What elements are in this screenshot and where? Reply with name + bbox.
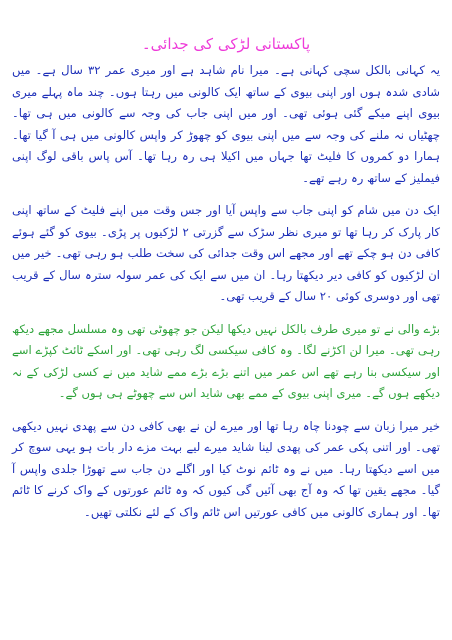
story-paragraph-4: خیر میرا زبان سے چودنا چاہ رہا تھا اور میرے لن نے بھی کافی دن سے پھدی نہیں دیکھی تھی۔ اور اتنی پکی عمر کی پھدی لینا شاید میرے لیے بہت مزے دار بات ہو یہی سوچ کر میں اسے دیکھتا رہا۔ میں نے وہ ٹائم نوٹ کیا اور اگلے دن جاب سے تھوڑا جلدی واپس آ گیا۔ مجھے یقین تھا کہ وہ آج بھی آئیں گی کیوں کہ وہ ٹائم عورتوں کے واک کرنے کا ٹائم تھا۔ اور ہماری کالونی میں کافی عورتیں اس ٹائم واک کے لئے نکلتی تھیں۔ — [12, 418, 440, 519]
story-paragraph-2: ایک دن میں شام کو اپنی جاب سے واپس آیا اور جس وقت میں اپنے فلیٹ کے ساتھ اپنی کار پارک کر رہا تھا تو میری نظر سڑک سے گزرتی ۲ لڑکیوں پر پڑی۔ بیوی کو گئے ہوئے کافی دن ہو چکے تھے اور مجھے اس وقت جدائی کی سخت طلب ہو رہی تھی۔ خیر میں ان لڑکیوں کو کافی دیر دیکھتا رہا۔ ان میں سے ایک کی عمر سولہ سترہ سال کے قریب تھی اور دوسری کوئی ۲۰ سال کے قریب تھی۔ — [12, 203, 440, 303]
story-title: پاکستانی لڑکی کی جدائی۔ — [141, 35, 311, 53]
story-paragraph-3: بڑے والی نے تو میری طرف بالکل نہیں دیکھا لیکن جو چھوٹی تھی وہ مسلسل مجھے دیکھ رہی تھی۔ میرا لن اکڑنے لگا۔ وہ کافی سیکسی لگ رہی تھی۔ اور اسکے ٹائٹ کپڑے اسے اور سیکسی بنا رہے تھے اس عمر میں اتنے بڑے بڑے ممے شاید میں نے کسی لڑکی کے نہ دیکھے ہوں گے۔ میری اپنی بیوی کے ممے بھی شاید اس سے چھوٹے ہی ہوں گے۔ — [12, 321, 440, 400]
story-paragraph-1: یہ کہانی بالکل سچی کہانی ہے۔ میرا نام شاہد ہے اور میری عمر ۳۲ سال ہے۔ میں شادی شدہ ہوں اور اپنی بیوی کے ساتھ ایک کالونی میں رہتا ہوں۔ چند ماہ پہلے میری بیوی اپنے میکے گئی ہوئی تھی۔ اور میں اپنی جاب کی وجہ سے کالونی میں ہی تھا۔ چھٹیاں نہ ملنے کی وجہ سے میں اپنی بیوی کو چھوڑ کر واپس کالونی میں ہی آ گیا تھا۔ ہمارا دو کمروں کا فلیٹ تھا جہاں میں اکیلا ہی رہ رہا تھا۔ آس پاس باقی لوگ اپنی فیملیز کے ساتھ رہ رہے تھے۔ — [12, 63, 441, 185]
